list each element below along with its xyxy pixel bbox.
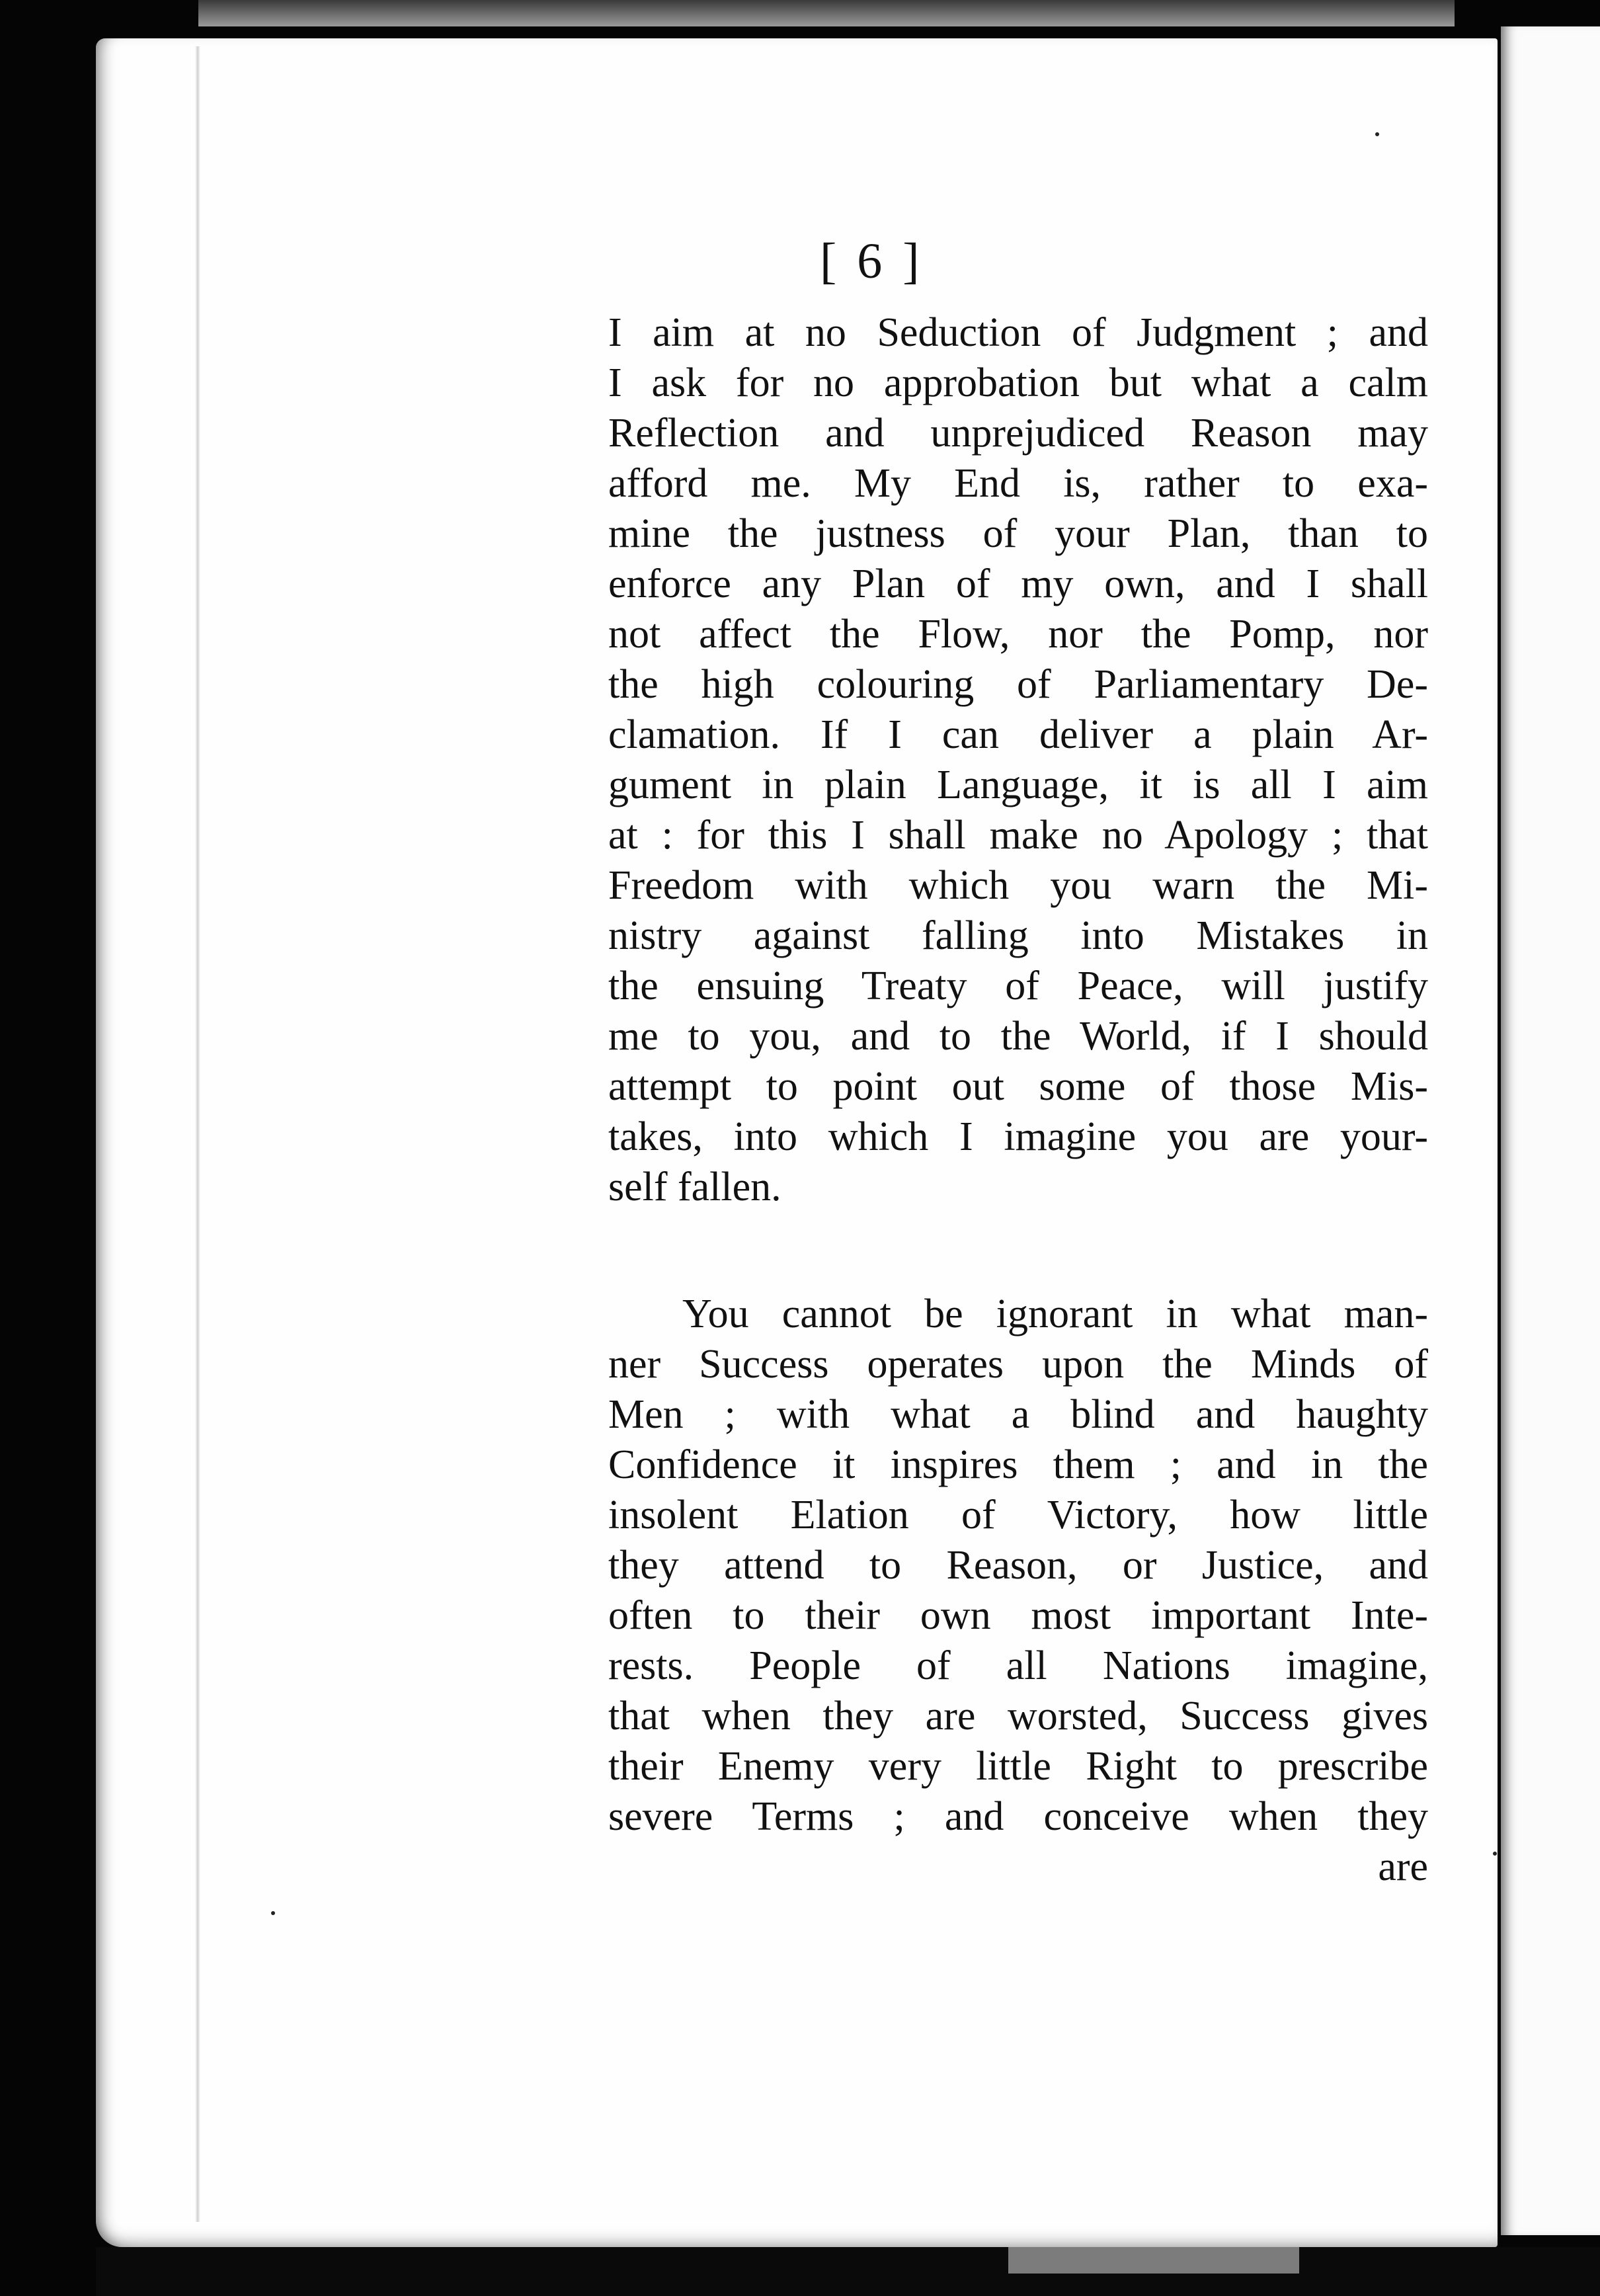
text-line: their Enemy very little Right to prescribe (608, 1744, 1428, 1789)
text-line: I ask for no approbation but what a calm (608, 360, 1428, 405)
scan-top-edge (198, 0, 1455, 26)
page-fold-shadow (195, 46, 200, 2222)
text-line: I aim at no Seduction of Judgment ; and (608, 310, 1428, 355)
text-line: the ensuing Treaty of Peace, will justify (608, 964, 1428, 1008)
text-line: mine the justness of your Plan, than to (608, 511, 1428, 556)
scan-bottom-edge-highlight (1008, 2247, 1299, 2274)
text-line: takes, into which I imagine you are your- (608, 1114, 1428, 1159)
adjacent-page-edge (1501, 26, 1600, 2235)
body-text (608, 308, 1428, 1892)
text-line: Men ; with what a blind and haughty (608, 1392, 1428, 1437)
paragraph-2 (608, 1289, 1428, 1842)
paragraph-1 (608, 308, 1428, 1212)
text-line: You cannot be ignorant in what man- (682, 1292, 1428, 1336)
scan-speck (1375, 132, 1379, 136)
text-line: severe Terms ; and conceive when they (608, 1794, 1428, 1839)
page-number: [ 6 ] (820, 233, 924, 289)
text-line: gument in plain Language, it is all I aim (608, 762, 1428, 807)
text-line: attempt to point out some of those Mis- (608, 1064, 1428, 1109)
text-line: insolent Elation of Victory, how little (608, 1493, 1428, 1538)
text-line: they attend to Reason, or Justice, and (608, 1543, 1428, 1588)
text-line: at : for this I shall make no Apology ; that (608, 813, 1428, 858)
text-line: afford me. My End is, rather to exa- (608, 461, 1428, 506)
text-line: me to you, and to the World, if I should (608, 1014, 1428, 1059)
text-line: that when they are worsted, Success gives (608, 1694, 1428, 1739)
scan-bottom-edge (96, 2247, 1600, 2296)
text-line: often to their own most important Inte- (608, 1593, 1428, 1638)
text-line: self fallen. (608, 1165, 781, 1210)
text-line: Confidence it inspires them ; and in the (608, 1442, 1428, 1487)
text-line: enforce any Plan of my own, and I shall (608, 561, 1428, 606)
text-line: rests. People of all Nations imagine, (608, 1643, 1428, 1688)
text-line: the high colouring of Parliamentary De- (608, 662, 1428, 707)
paragraph-gap (608, 1212, 1428, 1289)
text-line: nistry against falling into Mistakes in (608, 913, 1428, 958)
text-line: ner Success operates upon the Minds of (608, 1342, 1428, 1387)
text-line: Freedom with which you warn the Mi- (608, 863, 1428, 908)
text-line: Reflection and unprejudiced Reason may (608, 411, 1428, 456)
text-line: not affect the Flow, nor the Pomp, nor (608, 612, 1428, 657)
scan-speck (271, 1911, 275, 1915)
catchword: are (1378, 1844, 1428, 1889)
text-line: clamation. If I can deliver a plain Ar- (608, 712, 1428, 757)
scan-speck (1493, 1852, 1497, 1856)
